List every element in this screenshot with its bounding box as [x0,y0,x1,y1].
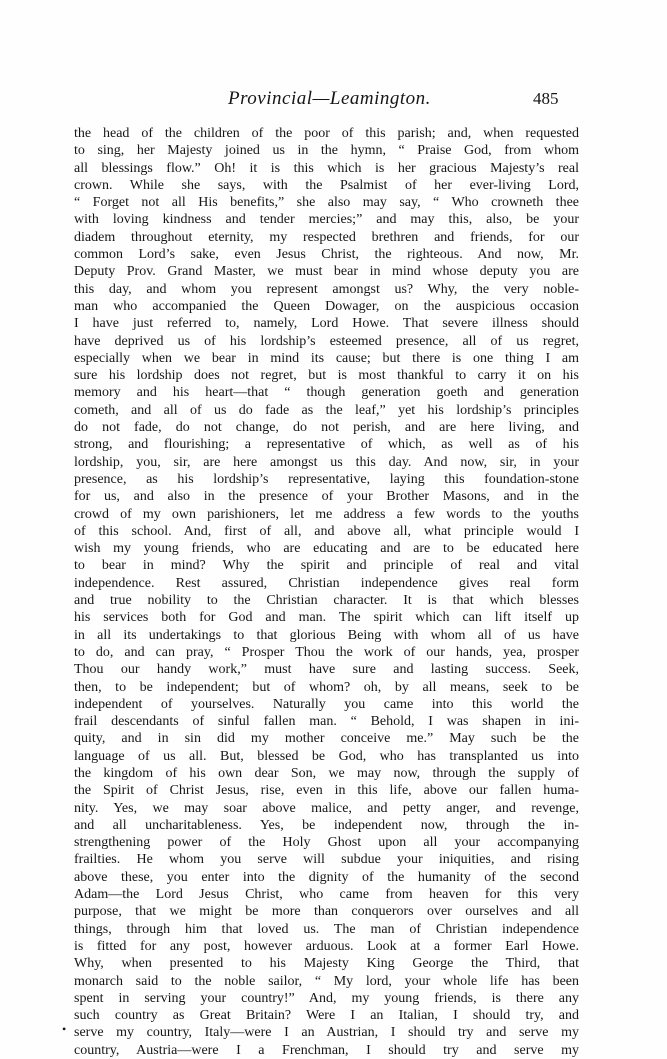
body-text [74,125,579,1059]
text-line: spent in serving your country!” And, my young friends, is there any [74,990,579,1006]
text-line: Adam—the Lord Jesus Christ, who came from heaven for this very [74,887,579,903]
margin-mark: • [62,1022,67,1036]
text-line: of this school. And, first of all, and above all, what principle would I [74,523,579,539]
text-line: man who accompanied the Queen Dowager, on the auspicious occasion [74,298,579,314]
text-line: monarch said to the noble sailor, “ My lord, your whole life has been [74,973,579,989]
text-line: common Lord’s sake, even Jesus Christ, the righteous. And now, Mr. [74,247,579,263]
text-line: nity. Yes, we may soar above malice, and petty anger, and revenge, [74,800,579,816]
text-line: to do, and can pray, “ Prosper Thou the work of our hands, yea, prosper [74,644,579,660]
text-line: to sing, her Majesty joined us in the hymn, “ Praise God, from whom [74,143,579,159]
text-line: purpose, that we might be more than conquerors over ourselves and all [74,904,579,920]
text-line: the kingdom of his own dear Son, we may now, through the supply of [74,765,579,781]
running-title: Provincial—Leamington. [228,88,431,109]
text-line: sure his lordship does not regret, but is most thankful to carry it on his [74,368,579,384]
text-line: frail descendants of sinful fallen man. “ Behold, I was shapen in ini- [74,714,579,730]
text-line: I have just referred to, namely, Lord Howe. That severe illness should [74,316,579,332]
text-line: above these, you enter into the dignity of the humanity of the second [74,869,579,885]
text-line: lordship, you, sir, are here amongst us this day. And now, sir, in your [74,454,579,470]
text-line: serve my country, Italy—were I an Austrian, I should try and serve my [74,1025,579,1041]
text-line: independent of yourselves. Naturally you came into this world the [74,696,579,712]
text-line: language of us all. But, blessed be God, who has transplanted us into [74,748,579,764]
text-line: and true nobility to the Christian character. It is that which blesses [74,593,579,609]
text-line: crowd of my own parishioners, let me address a few words to the youths [74,506,579,522]
text-line: strengthening power of the Holy Ghost upon all your accompanying [74,835,579,851]
text-line: “ Forget not all His benefits,” she also may say, “ Who crowneth thee [74,195,579,211]
text-line: quity, and in sin did my mother conceive me.” May such be the [74,731,579,747]
text-line: Thou our handy work,” must have sure and lasting success. Seek, [74,662,579,678]
text-line: and all uncharitableness. Yes, be independent now, through the in- [74,817,579,833]
text-line: all blessings flow.” Oh! it is this which is her gracious Majesty’s real [74,160,579,176]
text-line: country, Austria—were I a Frenchman, I should try and serve my [74,1042,579,1058]
text-line: is fitted for any post, however arduous. Look at a former Earl Howe. [74,938,579,954]
text-line: this day, and whom you represent amongst us? Why, the very noble- [74,281,579,297]
text-line: frailties. He whom you serve will subdue your iniquities, and rising [74,852,579,868]
text-line: such country as Great Britain? Were I an Italian, I should try, and [74,1008,579,1024]
text-line: his services both for God and man. The spirit which can lift itself up [74,610,579,626]
text-line: things, through him that loved us. The man of Christian independence [74,921,579,937]
text-line: Deputy Prov. Grand Master, we must bear in mind whose deputy you are [74,264,579,280]
text-line: strong, and flourishing; a representative of which, as well as of his [74,437,579,453]
text-line: do not fade, do not change, do not perish, and are here living, and [74,420,579,436]
text-line: diadem throughout eternity, my respected brethren and friends, for our [74,229,579,245]
text-line: the Spirit of Christ Jesus, rise, even in this life, above our fallen huma- [74,783,579,799]
text-line: then, to be independent; but of whom? oh, by all means, seek to be [74,679,579,695]
text-line: independence. Rest assured, Christian independence gives real form [74,575,579,591]
text-line: crown. While she says, with the Psalmist of her ever-living Lord, [74,177,579,193]
text-line: in all its undertakings to that glorious Being with whom all of us have [74,627,579,643]
page-header [0,88,667,118]
text-line: to bear in mind? Why the spirit and principle of real and vital [74,558,579,574]
text-line: presence, as his lordship’s representative, laying this foundation-stone [74,471,579,487]
text-line: Why, when presented to his Majesty King George the Third, that [74,956,579,972]
text-line: for us, and also in the presence of your Brother Masons, and in the [74,489,579,505]
text-line: the head of the children of the poor of this parish; and, when requested [74,126,579,141]
text-line: wish my young friends, who are educating and are to be educated here [74,541,579,557]
text-line: with loving kindness and tender mercies;” and may this, also, be your [74,212,579,228]
text-line: especially when we bear in mind its cause; but there is one thing I am [74,350,579,366]
page-number: 485 [533,89,559,108]
text-line: memory and his heart—that “ though generation goeth and generation [74,385,579,401]
text-line: cometh, and all of us do fade as the leaf,” yet his lordship’s principles [74,402,579,418]
text-line: have deprived us of his lordship’s esteemed presence, all of us regret, [74,333,579,349]
